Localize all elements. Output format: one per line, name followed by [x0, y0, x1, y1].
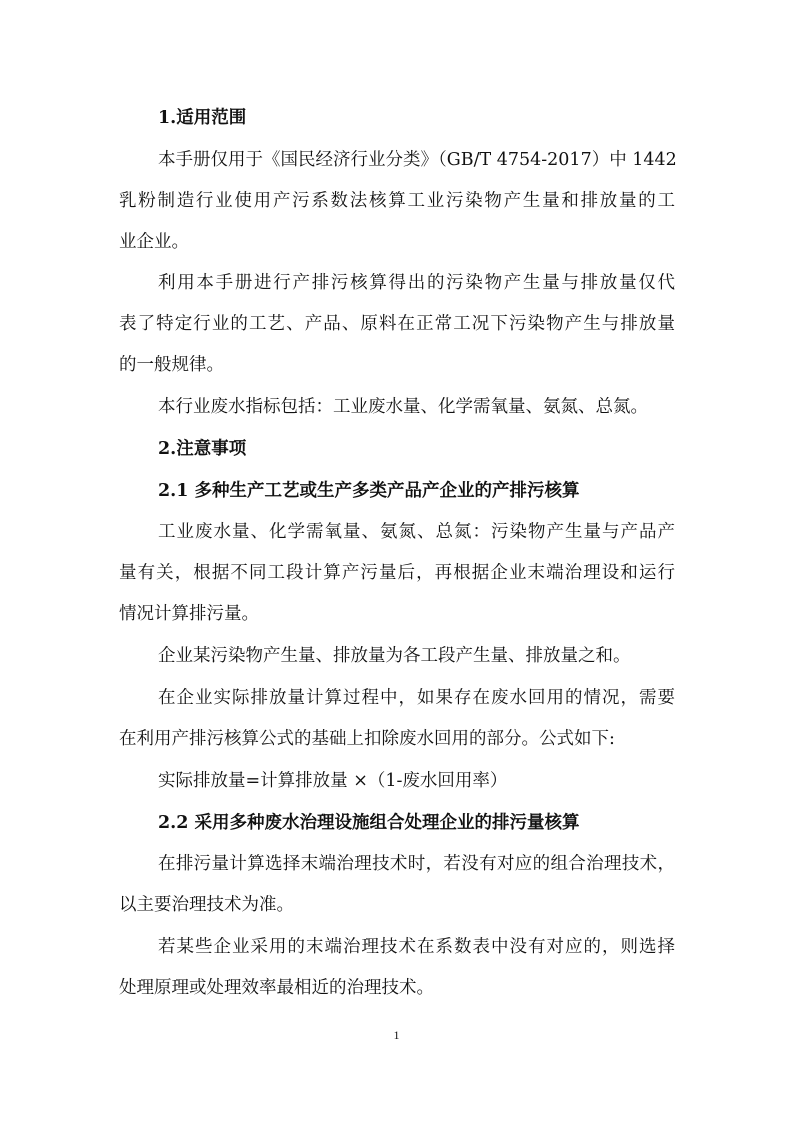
paragraph-line: 以主要治理技术为准。: [119, 895, 294, 915]
paragraph-line: 工业废水量、化学需氧量、氨氮、总氮：污染物产生量与产品产: [158, 522, 675, 542]
paragraph-line: 企业某污染物产生量、排放量为各工段产生量、排放量之和。: [158, 646, 631, 666]
paragraph-line: 情况计算排污量。: [119, 604, 259, 624]
paragraph-line: 若某些企业采用的末端治理技术在系数表中没有对应的，则选择: [158, 937, 675, 957]
formula-line: 实际排放量=计算排放量 ×（1-废水回用率）: [158, 771, 508, 791]
paragraph-line: 本行业废水指标包括：工业废水量、化学需氧量、氨氮、总氮。: [158, 397, 648, 417]
paragraph-line: 本手册仅用于《国民经济行业分类》（GB/T 4754-2017）中 1442: [158, 150, 677, 170]
paragraph-line: 在利用产排污核算公式的基础上扣除废水回用的部分。公式如下:: [119, 729, 615, 749]
paragraph-line: 处理原理或处理效率最相近的治理技术。: [119, 978, 434, 998]
paragraph-line: 量有关，根据不同工段计算产污量后，再根据企业末端治理设和运行: [119, 563, 675, 583]
paragraph-line: 业企业。: [119, 232, 189, 252]
paragraph-line: 乳粉制造行业使用产污系数法核算工业污染物产生量和排放量的工: [119, 191, 675, 211]
subsection-heading-2-1: 2.1 多种生产工艺或生产多类产品产企业的产排污核算: [158, 481, 580, 501]
page-number: 1: [393, 1028, 400, 1042]
section-heading-scope: 1.适用范围: [158, 108, 247, 128]
subsection-heading-2-2: 2.2 采用多种废水治理设施组合处理企业的排污量核算: [158, 813, 580, 833]
paragraph-line: 表了特定行业的工艺、产品、原料在正常工况下污染物产生与排放量: [119, 314, 675, 334]
paragraph-line: 利用本手册进行产排污核算得出的污染物产生量与排放量仅代: [158, 273, 675, 293]
paragraph-line: 在排污量计算选择末端治理技术时，若没有对应的组合治理技术，: [158, 854, 675, 874]
paragraph-line: 在企业实际排放量计算过程中，如果存在废水回用的情况，需要: [158, 688, 675, 708]
section-heading-notes: 2.注意事项: [158, 439, 247, 459]
paragraph-line: 的一般规律。: [119, 355, 224, 375]
